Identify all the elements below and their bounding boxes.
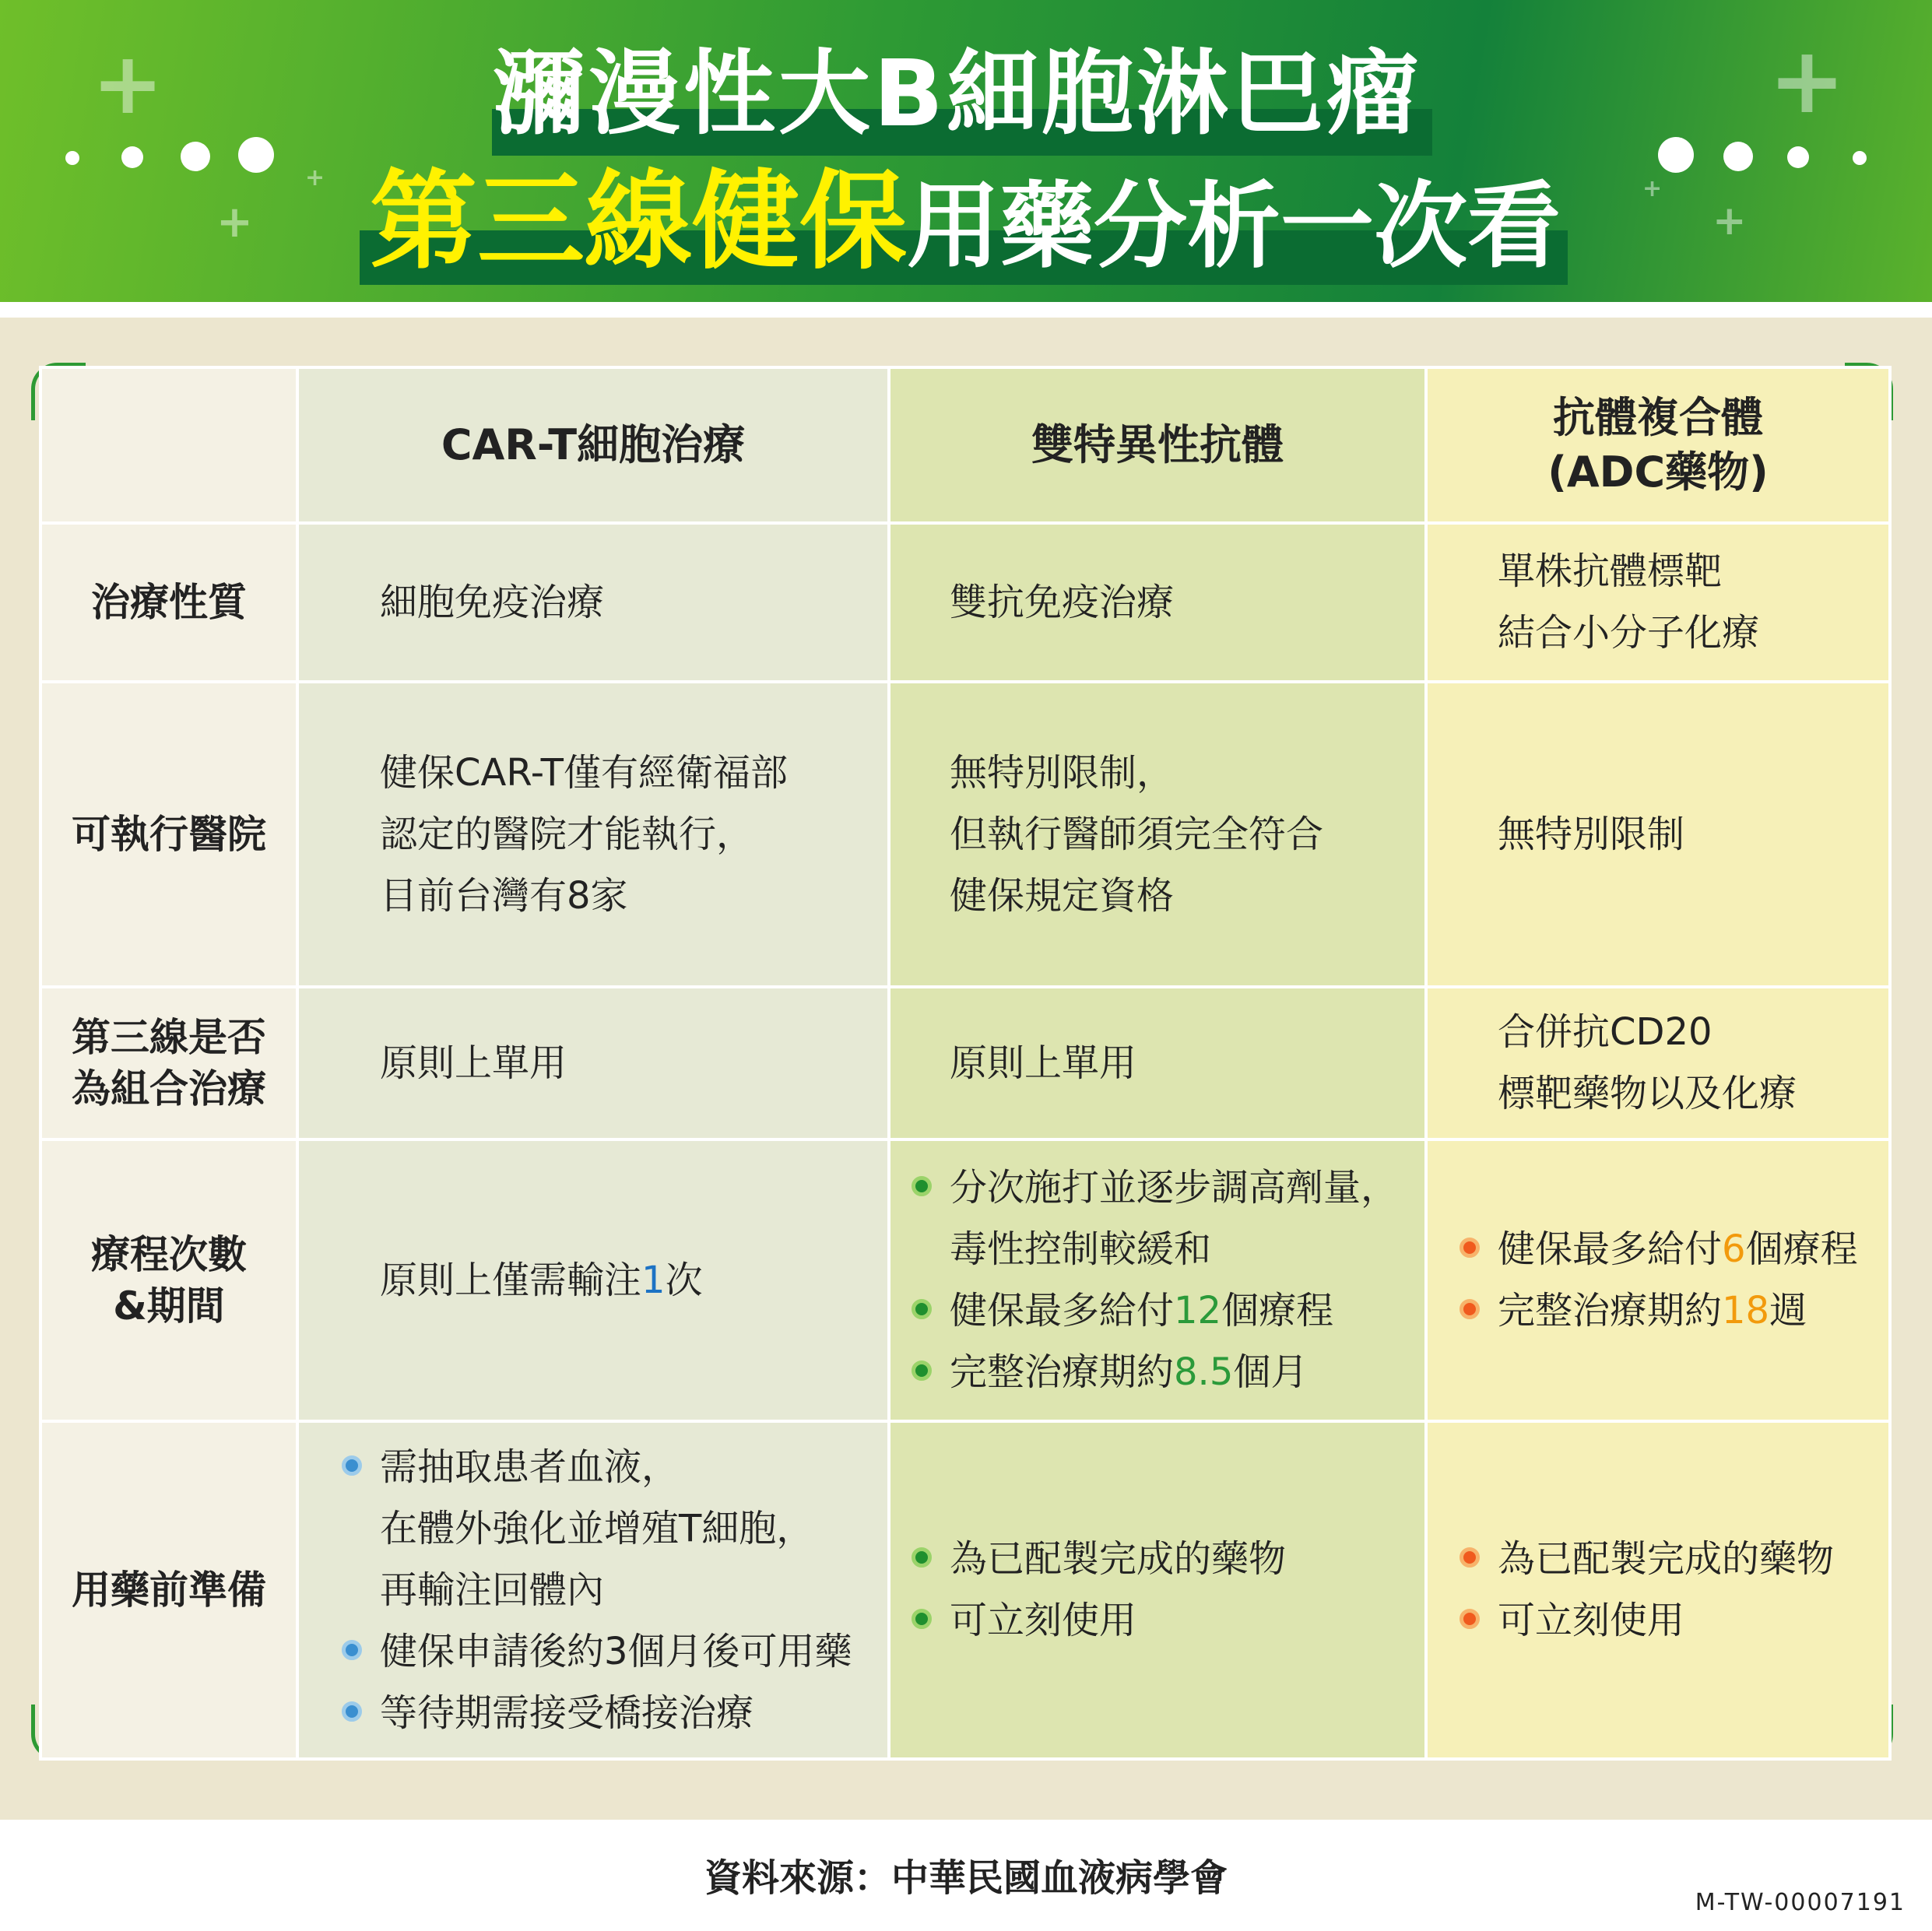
plus-decoration-icon: + [216, 197, 253, 248]
cell-text: 再輸注回體內 [380, 1568, 605, 1612]
text-segment: 原則上僅需輸注 [380, 1258, 642, 1302]
row-header-prep: 用藥前準備 [40, 1421, 297, 1759]
bullet-icon [912, 1299, 932, 1319]
text-segment: 健保最多給付 [1498, 1227, 1723, 1271]
bullet-item [1498, 1590, 1888, 1652]
bullet-item [950, 1157, 1424, 1219]
dot-decoration-icon [1658, 137, 1694, 173]
text-segment: 需抽取患者血液， [380, 1445, 680, 1489]
cell-text: 原則上單用 [950, 1041, 1137, 1085]
bullet-item [950, 1280, 1424, 1342]
bullet-icon [342, 1640, 362, 1660]
source-citation: 資料來源：中華民國血液病學會 [704, 1856, 1228, 1900]
cell-text: 細胞免疫治療 [380, 580, 605, 624]
row-header-line: 為組合治療 [72, 1066, 266, 1111]
plus-decoration-icon: + [1769, 26, 1846, 134]
text-segment: 個療程 [1745, 1227, 1858, 1271]
bullet-item [1498, 1219, 1888, 1280]
cell-nature-adc [1426, 523, 1890, 682]
dot-decoration-icon [1723, 142, 1753, 171]
row-header-course [40, 1139, 297, 1421]
cell-text: 雙抗免疫治療 [950, 580, 1175, 624]
bullet-icon [1460, 1609, 1480, 1629]
plus-decoration-icon: + [305, 164, 325, 191]
cell-text: 單株抗體標靶 [1498, 549, 1723, 593]
cell-prep-adc [1426, 1421, 1890, 1759]
subtitle-rest: 用藥分析一次看 [907, 173, 1561, 281]
text-segment: 健保申請後約3個月後可用藥 [380, 1629, 852, 1673]
column-header-adc [1426, 367, 1890, 523]
cell-text: 合併抗CD20 [1498, 1010, 1712, 1054]
bullet-icon [912, 1176, 932, 1196]
text-segment: 個療程 [1221, 1289, 1334, 1332]
bullet-item [950, 1529, 1424, 1590]
column-header-bispecific: 雙特異性抗體 [889, 367, 1426, 523]
bullet-item [1498, 1529, 1888, 1590]
dot-decoration-icon [65, 151, 79, 165]
cell-course-bispecific [889, 1139, 1426, 1421]
table-row [40, 682, 1890, 987]
cell-text: 結合小分子化療 [1498, 611, 1760, 655]
cell-combo-cart [297, 987, 889, 1139]
table-row [40, 1421, 1890, 1759]
bullet-item [1498, 1280, 1888, 1342]
highlight-number: 12 [1174, 1289, 1222, 1332]
cell-course-adc [1426, 1139, 1890, 1421]
bullet-icon [1460, 1238, 1480, 1258]
dot-decoration-icon [121, 146, 143, 168]
dot-decoration-icon [1853, 151, 1867, 165]
cell-hospital-adc [1426, 682, 1890, 987]
cell-hospital-cart [297, 682, 889, 987]
cell-combo-bispecific [889, 987, 1426, 1139]
bullet-item [950, 1590, 1424, 1652]
bullet-icon [1460, 1299, 1480, 1319]
cell-text: 目前台灣有8家 [380, 873, 628, 918]
dot-decoration-icon [238, 137, 274, 173]
cell-hospital-bispecific [889, 682, 1426, 987]
text-segment: 週 [1769, 1289, 1807, 1332]
bullet-icon [342, 1455, 362, 1476]
cell-text: 但執行醫師須完全符合 [950, 812, 1324, 856]
cell-text: 認定的醫院才能執行， [380, 812, 754, 856]
table-header-row [40, 367, 1890, 523]
cell-text: 原則上單用 [380, 1041, 567, 1085]
row-header-nature: 治療性質 [40, 523, 297, 682]
column-header-adc-line2: (ADC藥物) [1547, 448, 1769, 497]
table-row [40, 1139, 1890, 1421]
text-segment: 為已配製完成的藥物 [1498, 1537, 1835, 1581]
cell-prep-bispecific [889, 1421, 1426, 1759]
cell-nature-bispecific [889, 523, 1426, 682]
table-row [40, 987, 1890, 1139]
row-header-line: 第三線是否 [72, 1015, 266, 1060]
cell-text: 毒性控制較緩和 [950, 1227, 1212, 1271]
bullet-item [380, 1683, 887, 1744]
plus-decoration-icon: + [92, 33, 164, 133]
text-segment: 完整治療期約 [1498, 1289, 1723, 1332]
dot-decoration-icon [181, 142, 210, 171]
dot-decoration-icon [1787, 146, 1809, 168]
text-segment: 次 [665, 1258, 703, 1302]
column-header-cart: CAR-T細胞治療 [297, 367, 889, 523]
bullet-item [380, 1621, 887, 1683]
highlight-number: 18 [1722, 1289, 1770, 1332]
bullet-item [380, 1437, 887, 1498]
plus-decoration-icon: + [1712, 198, 1747, 244]
comparison-table [39, 366, 1892, 1761]
corner-cell [40, 367, 297, 523]
cell-text [380, 1250, 887, 1311]
highlight-number: 8.5 [1174, 1350, 1234, 1394]
bullet-icon [1460, 1547, 1480, 1568]
cell-text: 無特別限制 [1498, 812, 1685, 856]
row-header-combo [40, 987, 297, 1139]
text-segment: 完整治療期約 [950, 1350, 1175, 1394]
cell-text: 無特別限制， [950, 750, 1175, 795]
plus-decoration-icon: + [1642, 175, 1663, 202]
cell-text: 標靶藥物以及化療 [1498, 1072, 1797, 1115]
cell-course-cart [297, 1139, 889, 1421]
text-segment: 可立刻使用 [950, 1599, 1137, 1642]
bullet-icon [342, 1701, 362, 1722]
cell-text: 健保規定資格 [950, 873, 1175, 918]
highlight-number: 1 [641, 1258, 666, 1302]
subtitle-highlight: 第三線健保 [369, 159, 907, 284]
cell-text: 在體外強化並增殖T細胞， [380, 1506, 814, 1550]
cell-nature-cart [297, 523, 889, 682]
cell-combo-adc [1426, 987, 1890, 1139]
page-subtitle [342, 156, 1588, 288]
highlight-number: 6 [1722, 1227, 1746, 1271]
text-segment: 個月 [1233, 1350, 1308, 1394]
document-code: M-TW-00007191 [1695, 1889, 1906, 1916]
column-header-adc-line1: 抗體複合體 [1553, 393, 1763, 442]
bullet-item [950, 1342, 1424, 1403]
bullet-icon [912, 1360, 932, 1381]
page-title: 瀰漫性大B細胞淋巴瘤 [494, 40, 1421, 147]
text-segment: 可立刻使用 [1498, 1599, 1685, 1642]
cell-prep-cart [297, 1421, 889, 1759]
header-banner [0, 0, 1932, 302]
text-segment: 健保最多給付 [950, 1289, 1175, 1332]
text-segment: 為已配製完成的藥物 [950, 1537, 1287, 1581]
bullet-icon [912, 1547, 932, 1568]
row-header-hospital: 可執行醫院 [40, 682, 297, 987]
row-header-line: 療程次數 [91, 1232, 247, 1277]
text-segment: 分次施打並逐步調高劑量， [950, 1166, 1399, 1210]
cell-text: 健保CAR-T僅有經衛福部 [380, 750, 788, 795]
text-segment: 等待期需接受橋接治療 [380, 1691, 754, 1735]
table-row [40, 523, 1890, 682]
row-header-line: &期間 [113, 1283, 225, 1329]
bullet-icon [912, 1609, 932, 1629]
